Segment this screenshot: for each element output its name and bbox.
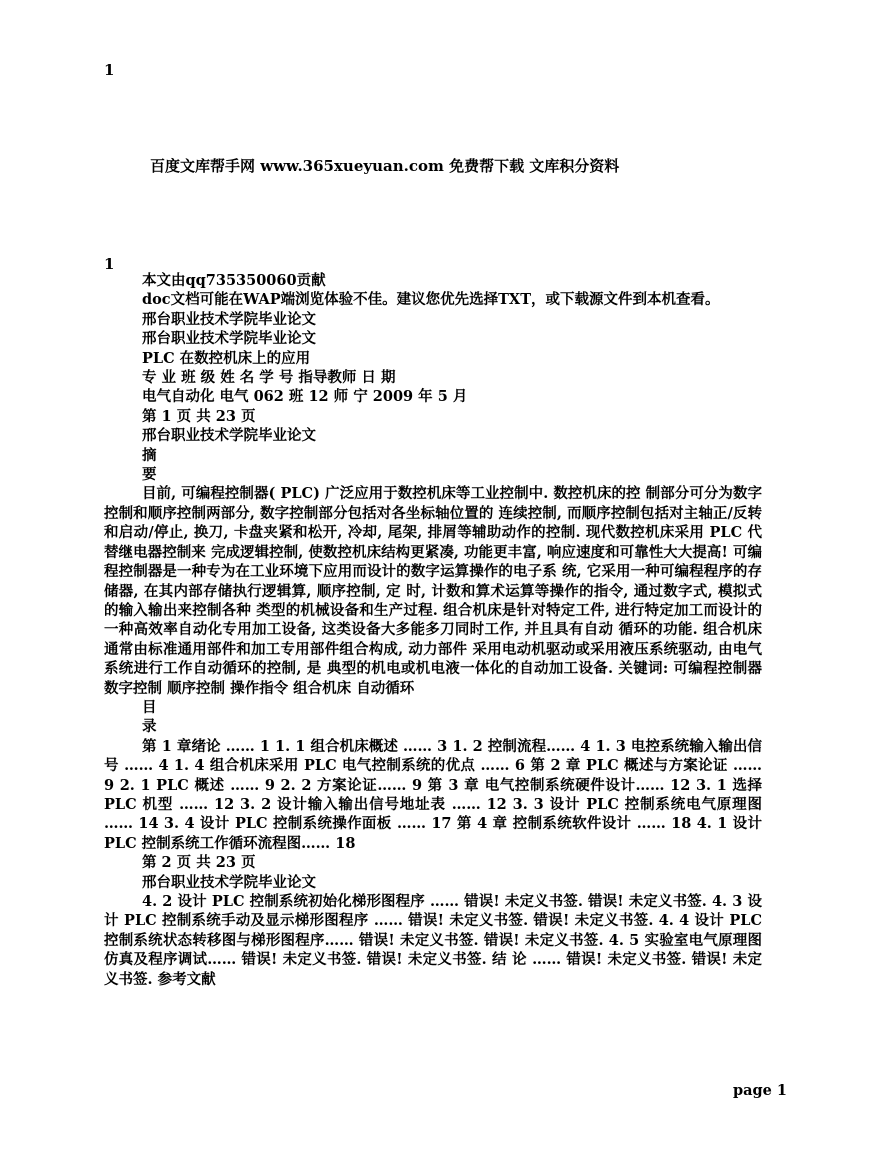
school-name: 邢台职业技术学院毕业论文 xyxy=(142,873,316,891)
document-body xyxy=(104,271,762,989)
abstract-heading-char: 要 xyxy=(142,466,157,484)
info-headers: 专 业 班 级 姓 名 学 号 指导教师 日 期 xyxy=(142,369,396,387)
header-banner: 百度文库帮手网 www.365xueyuan.com 免费帮下载 文库积分资料 xyxy=(150,157,620,175)
section-number: 1 xyxy=(104,255,115,273)
toc-body: 第 1 章绪论 …… 1 1. 1 组合机床概述 …… 3 1. 2 控制流程…… 4 1. 3 电控系统输入输出信号 …… 4 1. 4 组合机床采用 PLC 电气控制系统的优点 …… 6 第 2 章 PLC 概述与方案论证 …… 9 2. 1 PLC 概述 …… 9 2. 2 方案论证…… 9 第 3 章 电气控制系统硬件设计…… 12 3. 1 选择 PLC 机型 …… 12 3. 2 设计输入输出信号地址表 …… 12 3. 3 设计 PLC 控制系统电气原理图 …… 14 3. 4 设计 PLC 控制系统操作面板 …… 17 第 4 章 控制系统软件设计 …… 18 4. 1 设计 PLC 控制系统工作循环流程图…… 18 xyxy=(104,737,762,852)
school-name: 邢台职业技术学院毕业论文 xyxy=(142,427,316,445)
page-count-line: 第 1 页 共 23 页 xyxy=(142,407,256,425)
toc-heading-char: 目 xyxy=(142,698,157,716)
contributor-line: 本文由qq735350060贡献 xyxy=(142,272,326,289)
thesis-title: PLC 在数控机床上的应用 xyxy=(142,349,311,367)
page-count-line: 第 2 页 共 23 页 xyxy=(142,854,256,872)
toc-body-continued: 4. 2 设计 PLC 控制系统初始化梯形图程序 …… 错误! 未定义书签. 错误! 未定义书签. 4. 3 设计 PLC 控制系统手动及显示梯形图程序 …… 错误! 未定义书签. 错误! 未定义书签. 4. 4 设计 PLC 控制系统状态转移图与梯形图程序…… 错误! 未定义书签. 错误! 未定义书签. 4. 5 实验室电气原理图仿真及程序调试…… 错误! 未定义书签. 错误! 未定义书签. 结 论 …… 错误! 未定义书签. 错误! 未定义书签. 参考文献 xyxy=(104,893,762,988)
toc-heading-char: 录 xyxy=(142,718,157,736)
info-values: 电气自动化 电气 062 班 12 师 宁 2009 年 5 月 xyxy=(142,388,468,406)
abstract-body: 目前, 可编程控制器( PLC) 广泛应用于数控机床等工业控制中. 数控机床的控 制部分可分为数字控制和顺序控制两部分, 数字控制部分包括对各坐标轴位置的 连续控制, 而顺序控制包括对主轴正/反转和启动/停止, 换刀, 卡盘夹紧和松开, 冷却, 尾架, 排屑等辅助动作的控制. 现代数控机床采用 PLC 代替继电器控制来 完成逻辑控制, 使数控机床结构更紧凑, 功能更丰富, 响应速度和可靠性大大提高! 可编程控制器是一种专为在工业环境下应用而设计的数字运算操作的电子系 统, 它采用一种可编程程序的存储器, 在其内部存储执行逻辑算, 顺序控制, 定 时, 计数和算术运算等操作的指令, 通过数字式, 模拟式的输入输出来控制各种 类型的机械设备和生产过程. 组合机床是针对特定工件, 进行特定加工而设计的 一种高效率自动化专用加工设备, 这类设备大多能多刀同时工作, 并且具有自动 循环的功能. 组合机床通常由标准通用部件和加工专用部件组合构成, 动力部件 采用电动机驱动或采用液压系统驱动, 由电气系统进行工作自动循环的控制, 是 典型的机电或机电液一体化的自动加工设备. 关键词: 可编程控制器 数字控制 顺序控制 操作指令 组合机床 自动循环 xyxy=(104,485,762,697)
footer-page-label: page 1 xyxy=(732,1082,787,1099)
abstract-heading-char: 摘 xyxy=(142,446,157,464)
doc-notice: doc文档可能在WAP端浏览体验不佳。建议您优先选择TXT，或下载源文件到本机查看。 xyxy=(142,291,720,309)
school-name: 邢台职业技术学院毕业论文 xyxy=(142,330,316,348)
page-top-number: 1 xyxy=(104,61,115,79)
school-name: 邢台职业技术学院毕业论文 xyxy=(142,310,316,328)
